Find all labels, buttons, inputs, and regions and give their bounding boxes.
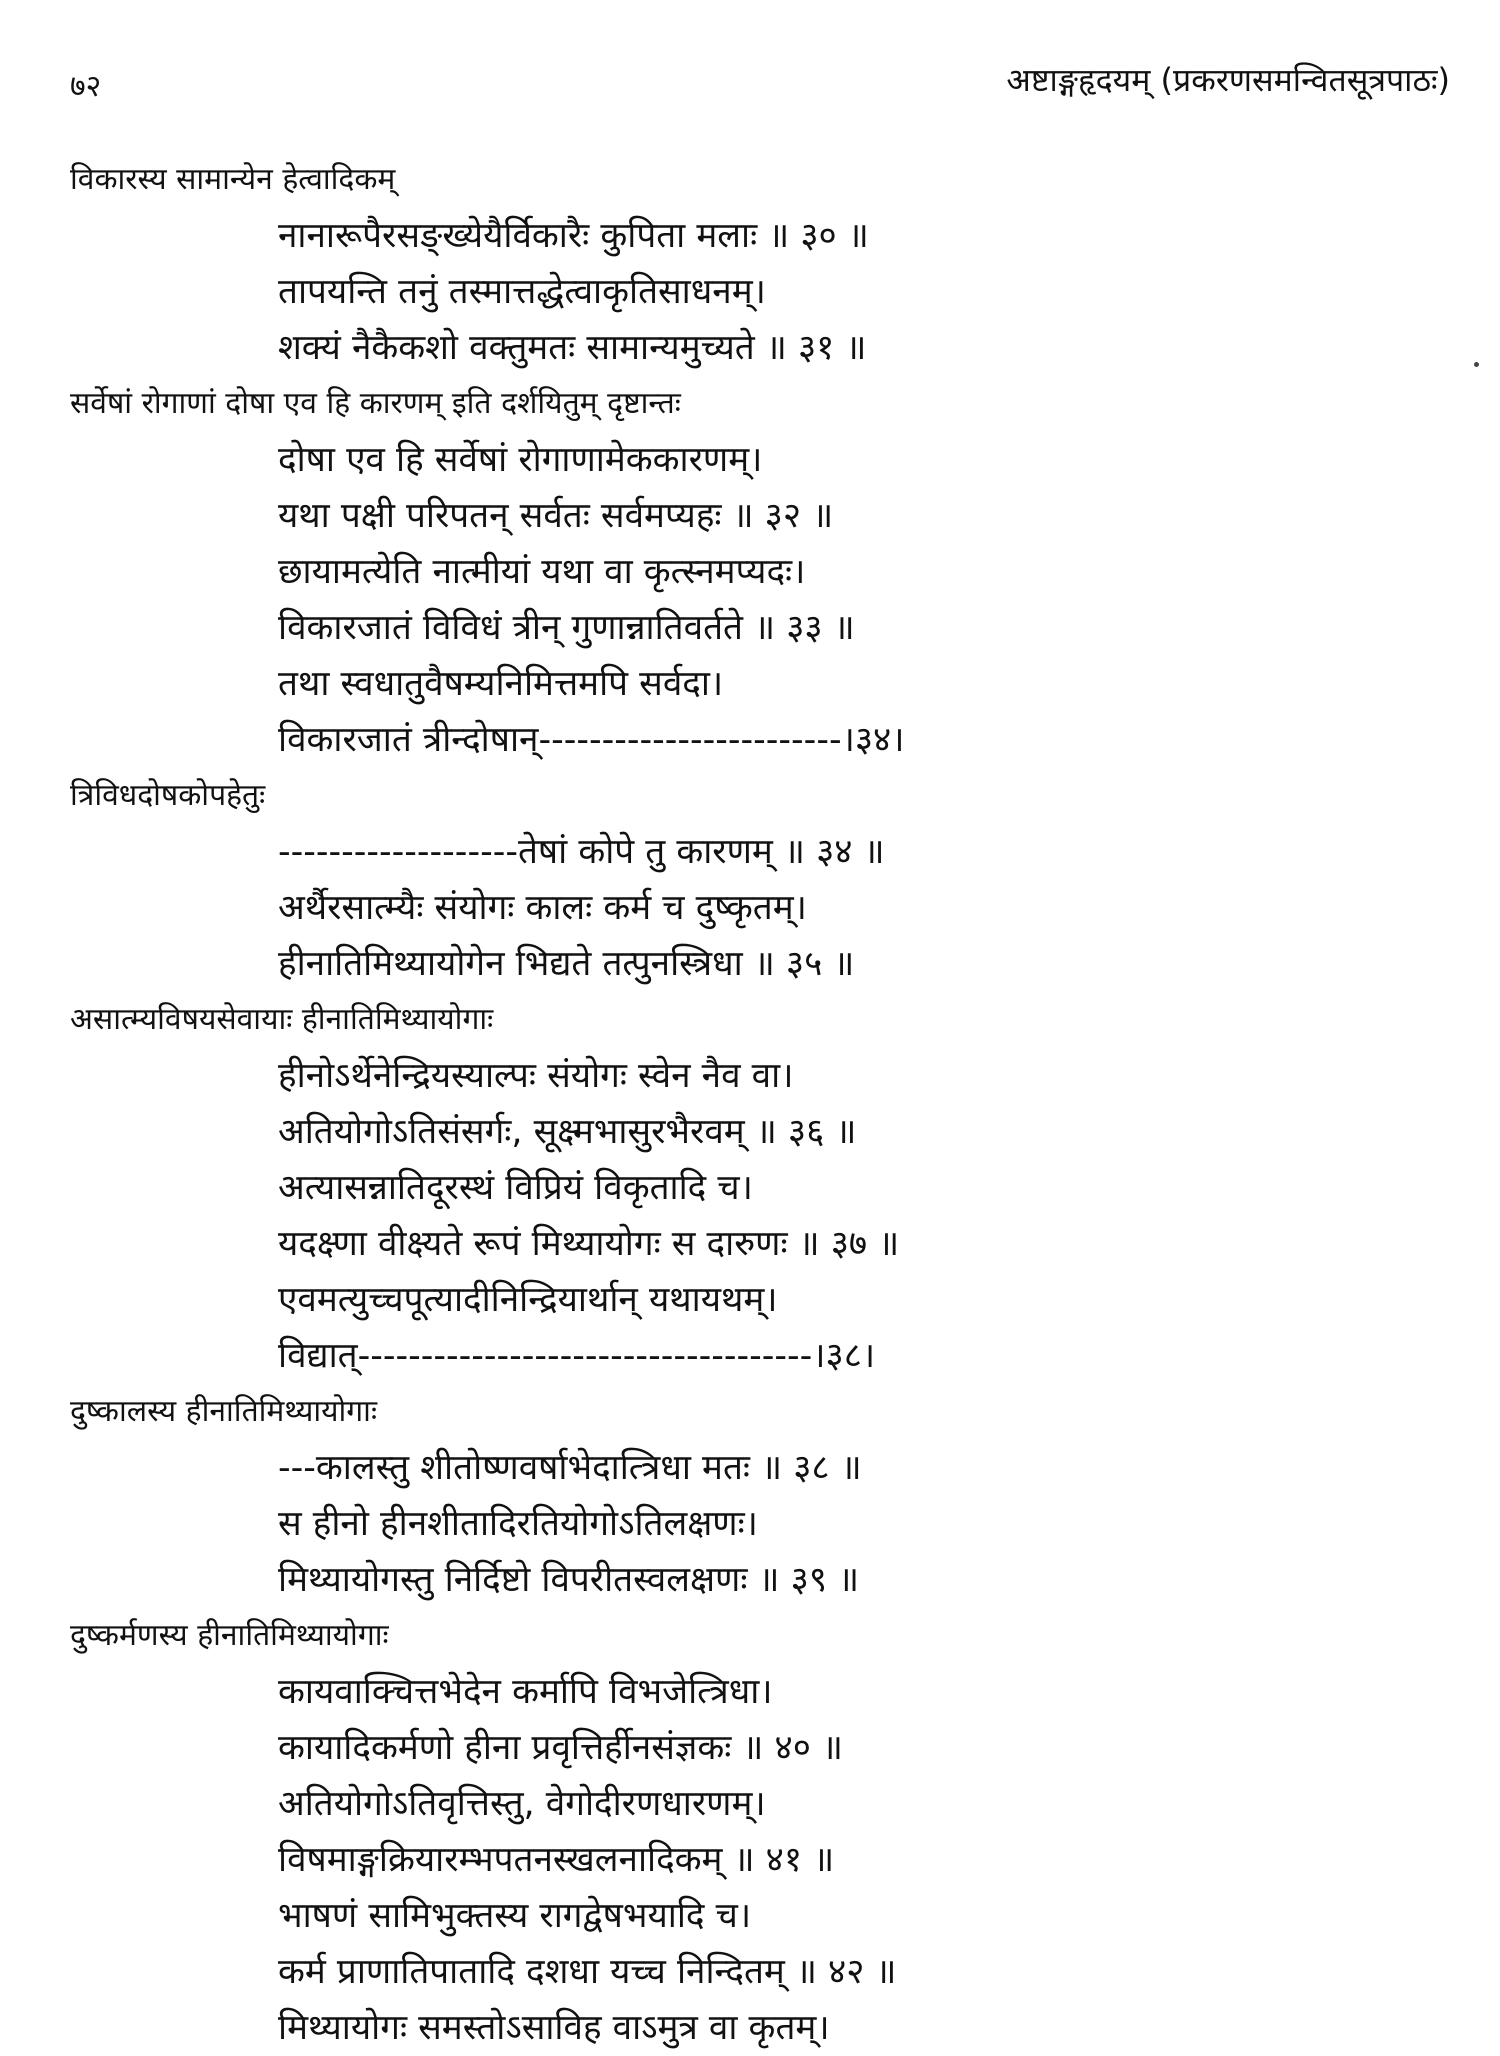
verse-line: अत्यासन्नातिदूरस्थं विप्रियं विकृतादि च। <box>278 1168 753 1208</box>
verse-line: शक्यं नैकैकशो वक्तुमतः सामान्यमुच्यते ॥ ३१ ॥ <box>278 328 867 368</box>
verse-line: कायादिकर्मणो हीना प्रवृत्तिर्हीनसंज्ञकः ॥ ४० ॥ <box>278 1728 843 1768</box>
verse-line: स हीनो हीनशीतादिरतियोगोऽतिलक्षणः। <box>278 1504 758 1544</box>
verse-line: नानारूपैरसङ्ख्येयैर्विकारैः कुपिता मलाः ॥ ३० ॥ <box>278 216 869 256</box>
verse-line: ---कालस्तु शीतोष्णवर्षाभेदात्त्रिधा मतः ॥ ३८ ॥ <box>278 1448 862 1488</box>
verse-line: छायामत्येति नात्मीयां यथा वा कृत्स्नमप्यदः। <box>278 552 806 592</box>
verse-line: मिथ्यायोगस्तु निर्दिष्टो विपरीतस्वलक्षणः ॥ ३९ ॥ <box>278 1560 860 1600</box>
verse-line: एवमत्युच्चपूत्यादीनिन्द्रियार्थान् यथायथम्। <box>278 1280 778 1320</box>
ink-speck <box>1474 362 1479 367</box>
verse-line: दोषा एव हि सर्वेषां रोगाणामेककारणम्। <box>278 440 763 480</box>
verse-line: कायवाक्चित्तभेदेन कर्मापि विभजेत्त्रिधा। <box>278 1672 773 1712</box>
verse-line: हीनोऽर्थेनेन्द्रियस्याल्पः संयोगः स्वेन नैव वा। <box>278 1056 794 1096</box>
verse-line: तापयन्ति तनुं तस्मात्तद्धेत्वाकृतिसाधनम्। <box>278 272 766 312</box>
section-heading: सर्वेषां रोगाणां दोषा एव हि कारणम् इति दर्शयितुम् दृष्टान्तः <box>70 386 681 421</box>
verse-line: भाषणं सामिभुक्तस्य रागद्वेषभयादि च। <box>278 1896 752 1936</box>
verse-line: विकारजातं विविधं त्रीन् गुणान्नातिवर्तते ॥ ३३ ॥ <box>278 608 855 648</box>
section-heading: त्रिविधदोषकोपहेतुः <box>70 778 266 813</box>
page-header <box>70 58 1450 118</box>
verse-line: यथा पक्षी परिपतन् सर्वतः सर्वमप्यहः ॥ ३२ ॥ <box>278 496 834 536</box>
section-heading: दुष्कर्मणस्य हीनातिमिथ्यायोगाः <box>70 1618 389 1653</box>
verse-line: -------------------तेषां कोपे तु कारणम् ॥ ३४ ॥ <box>278 832 885 872</box>
verse-line: अतियोगोऽतिवृत्तिस्तु, वेगोदीरणधारणम्। <box>278 1784 766 1824</box>
verse-line: तथा स्वधातुवैषम्यनिमित्तमपि सर्वदा। <box>278 664 724 704</box>
verse-line: यदक्ष्णा वीक्ष्यते रूपं मिथ्यायोगः स दारुणः ॥ ३७ ॥ <box>278 1224 900 1264</box>
verse-line: मिथ्यायोगः समस्तोऽसाविह वाऽमुत्र वा कृतम्। <box>278 2008 830 2048</box>
verse-line: विद्यात्------------------------------------।३८। <box>278 1336 876 1376</box>
section-heading: दुष्कालस्य हीनातिमिथ्यायोगाः <box>70 1394 378 1429</box>
page-number: ७२ <box>70 69 102 104</box>
running-title: अष्टाङ्गहृदयम् (प्रकरणसमन्वितसूत्रपाठः) <box>1006 61 1450 99</box>
verse-line: अतियोगोऽतिसंसर्गः, सूक्ष्मभासुरभैरवम् ॥ ३६ ॥ <box>278 1112 857 1152</box>
verse-line: विकारजातं त्रीन्दोषान्------------------------।३४। <box>278 720 905 760</box>
section-heading: असात्म्यविषयसेवायाः हीनातिमिथ्यायोगाः <box>70 1002 494 1037</box>
section-heading: विकारस्य सामान्येन हेत्वादिकम् <box>70 162 396 197</box>
verse-line: कर्म प्राणातिपातादि दशधा यच्च निन्दितम् ॥ ४२ ॥ <box>278 1952 897 1992</box>
page-body <box>70 152 1450 2056</box>
verse-line: हीनातिमिथ्यायोगेन भिद्यते तत्पुनस्त्रिधा ॥ ३५ ॥ <box>278 944 855 984</box>
verse-line: विषमाङ्गक्रियारम्भपतनस्खलनादिकम् ॥ ४१ ॥ <box>278 1840 835 1880</box>
verse-line: अर्थैरसात्म्यैः संयोगः कालः कर्म च दुष्कृतम्। <box>278 888 807 928</box>
